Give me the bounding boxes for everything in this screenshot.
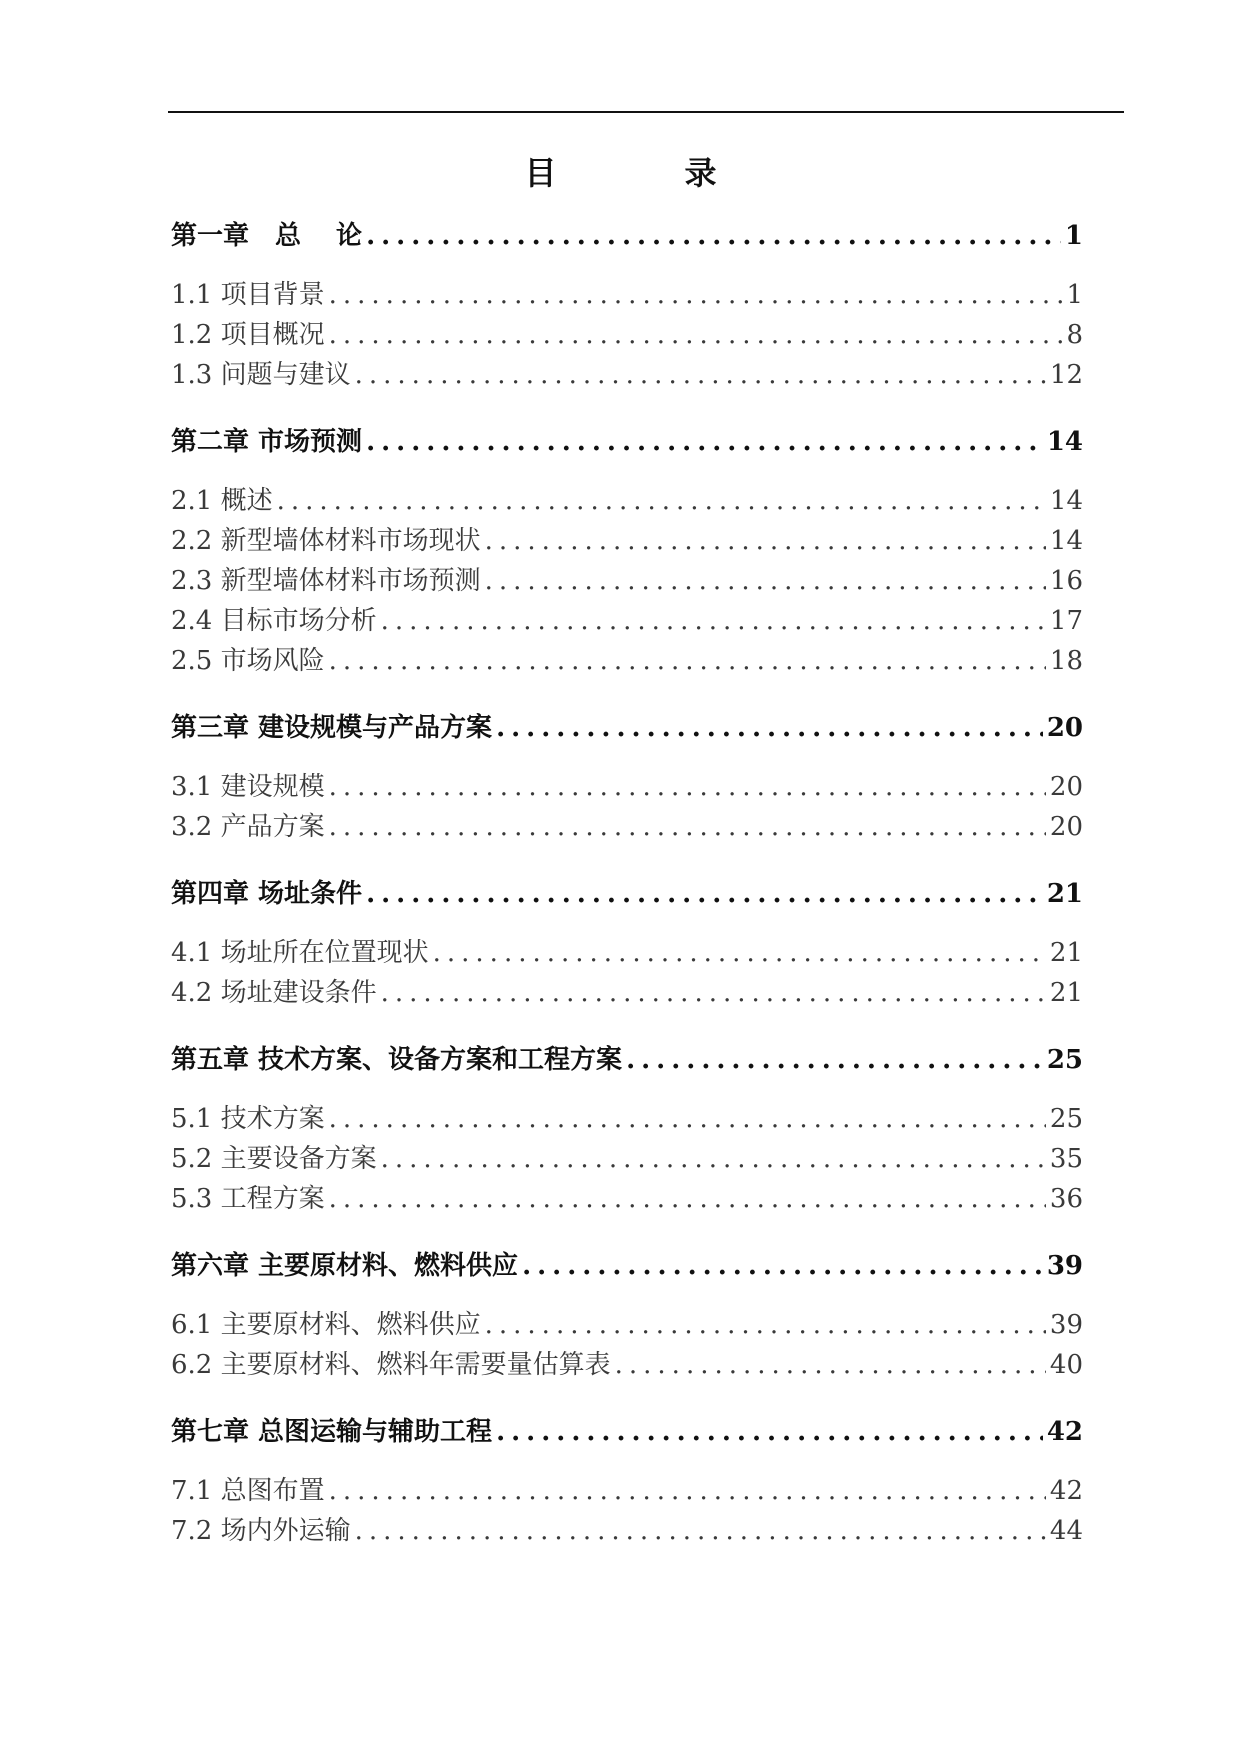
- toc-leader-dots: [329, 768, 1046, 806]
- toc-chapter-5[interactable]: [171, 1040, 1083, 1080]
- toc-section-1-1[interactable]: [171, 276, 1083, 314]
- toc-entry-page: 8: [1066, 320, 1083, 350]
- toc-section-6-2[interactable]: [171, 1346, 1083, 1384]
- toc-entry-label: 第四章 场址条件: [171, 879, 363, 909]
- toc-entry-page: 42: [1049, 1476, 1083, 1506]
- toc-section-2-1[interactable]: [171, 482, 1083, 520]
- toc-leader-dots: [485, 562, 1046, 600]
- toc-section-2-2[interactable]: [171, 522, 1083, 560]
- toc-entry-page: 18: [1049, 646, 1083, 676]
- toc-section-3-1[interactable]: [171, 768, 1083, 806]
- toc-leader-dots: [381, 974, 1046, 1012]
- toc-entry-page: 16: [1049, 566, 1083, 596]
- toc-chapter-7[interactable]: [171, 1412, 1083, 1452]
- toc-section-4-2[interactable]: [171, 974, 1083, 1012]
- toc-entry-label: 第一章 总 论: [171, 221, 363, 251]
- toc-entry-page: 1: [1064, 221, 1083, 251]
- toc-entry-label: 1.2 项目概况: [171, 320, 325, 350]
- toc-entry-page: 39: [1049, 1310, 1083, 1340]
- toc-chapter-2[interactable]: [171, 422, 1083, 462]
- toc-leader-dots: [496, 1412, 1043, 1452]
- toc-leader-dots: [366, 422, 1043, 462]
- toc-leader-dots: [329, 1100, 1046, 1138]
- toc-section-5-2[interactable]: [171, 1140, 1083, 1178]
- toc-leader-dots: [433, 934, 1046, 972]
- toc-section-7-2[interactable]: [171, 1512, 1083, 1550]
- toc-entry-label: 第七章 总图运输与辅助工程: [171, 1417, 493, 1447]
- toc-section-1-2[interactable]: [171, 316, 1083, 354]
- toc-leader-dots: [355, 1512, 1046, 1550]
- toc-section-1-3[interactable]: [171, 356, 1083, 394]
- toc-entry-label: 4.1 场址所在位置现状: [171, 938, 429, 968]
- toc-entry-page: 21: [1049, 978, 1083, 1008]
- toc-entry-label: 3.1 建设规模: [171, 772, 325, 802]
- toc-chapter-1[interactable]: [171, 216, 1083, 256]
- toc-entry-page: 21: [1046, 879, 1083, 909]
- toc-leader-dots: [522, 1246, 1043, 1286]
- toc-section-7-1[interactable]: [171, 1472, 1083, 1510]
- toc-entry-label: 2.4 目标市场分析: [171, 606, 377, 636]
- toc-entry-label: 5.2 主要设备方案: [171, 1144, 377, 1174]
- toc-section-5-3[interactable]: [171, 1180, 1083, 1218]
- toc-entry-label: 6.1 主要原材料、燃料供应: [171, 1310, 481, 1340]
- toc-entry-page: 36: [1049, 1184, 1083, 1214]
- toc-section-5-1[interactable]: [171, 1100, 1083, 1138]
- toc-list: [171, 0, 1083, 1754]
- toc-entry-label: 2.2 新型墙体材料市场现状: [171, 526, 481, 556]
- toc-leader-dots: [626, 1040, 1043, 1080]
- toc-leader-dots: [366, 874, 1043, 914]
- toc-entry-page: 20: [1046, 713, 1083, 743]
- toc-entry-page: 20: [1049, 772, 1083, 802]
- toc-section-2-5[interactable]: [171, 642, 1083, 680]
- toc-entry-label: 4.2 场址建设条件: [171, 978, 377, 1008]
- toc-leader-dots: [381, 1140, 1046, 1178]
- toc-entry-page: 44: [1049, 1516, 1083, 1546]
- toc-entry-page: 1: [1066, 280, 1083, 310]
- toc-entry-label: 7.2 场内外运输: [171, 1516, 351, 1546]
- toc-entry-label: 第六章 主要原材料、燃料供应: [171, 1251, 519, 1281]
- toc-entry-label: 2.3 新型墙体材料市场预测: [171, 566, 481, 596]
- toc-entry-page: 14: [1049, 486, 1083, 516]
- toc-entry-label: 3.2 产品方案: [171, 812, 325, 842]
- toc-leader-dots: [496, 708, 1043, 748]
- toc-entry-label: 5.1 技术方案: [171, 1104, 325, 1134]
- toc-leader-dots: [329, 276, 1063, 314]
- toc-section-2-4[interactable]: [171, 602, 1083, 640]
- toc-leader-dots: [329, 1472, 1046, 1510]
- toc-leader-dots: [381, 602, 1046, 640]
- toc-leader-dots: [485, 1306, 1046, 1344]
- toc-entry-page: 21: [1049, 938, 1083, 968]
- toc-entry-label: 6.2 主要原材料、燃料年需要量估算表: [171, 1350, 611, 1380]
- toc-chapter-3[interactable]: [171, 708, 1083, 748]
- toc-entry-label: 第五章 技术方案、设备方案和工程方案: [171, 1045, 623, 1075]
- toc-entry-label: 第三章 建设规模与产品方案: [171, 713, 493, 743]
- toc-entry-page: 40: [1049, 1350, 1083, 1380]
- toc-entry-page: 25: [1049, 1104, 1083, 1134]
- toc-chapter-4[interactable]: [171, 874, 1083, 914]
- toc-entry-label: 第二章 市场预测: [171, 427, 363, 457]
- toc-entry-page: 42: [1046, 1417, 1083, 1447]
- toc-entry-label: 1.3 问题与建议: [171, 360, 351, 390]
- toc-entry-page: 39: [1046, 1251, 1083, 1281]
- toc-section-6-1[interactable]: [171, 1306, 1083, 1344]
- toc-entry-page: 12: [1049, 360, 1083, 390]
- toc-section-2-3[interactable]: [171, 562, 1083, 600]
- toc-leader-dots: [277, 482, 1046, 520]
- page-title: 目 录: [524, 154, 765, 192]
- toc-entry-page: 25: [1046, 1045, 1083, 1075]
- toc-leader-dots: [366, 216, 1061, 256]
- toc-leader-dots: [329, 1180, 1046, 1218]
- toc-entry-label: 2.1 概述: [171, 486, 273, 516]
- toc-leader-dots: [615, 1346, 1046, 1384]
- toc-leader-dots: [329, 808, 1046, 846]
- toc-leader-dots: [485, 522, 1046, 560]
- toc-chapter-6[interactable]: [171, 1246, 1083, 1286]
- toc-leader-dots: [329, 642, 1046, 680]
- toc-entry-page: 17: [1049, 606, 1083, 636]
- toc-entry-page: 20: [1049, 812, 1083, 842]
- toc-leader-dots: [355, 356, 1046, 394]
- toc-section-4-1[interactable]: [171, 934, 1083, 972]
- toc-entry-page: 35: [1049, 1144, 1083, 1174]
- toc-entry-page: 14: [1046, 427, 1083, 457]
- toc-entry-label: 2.5 市场风险: [171, 646, 325, 676]
- toc-entry-label: 1.1 项目背景: [171, 280, 325, 310]
- toc-entry-label: 7.1 总图布置: [171, 1476, 325, 1506]
- toc-section-3-2[interactable]: [171, 808, 1083, 846]
- toc-leader-dots: [329, 316, 1063, 354]
- toc-entry-label: 5.3 工程方案: [171, 1184, 325, 1214]
- toc-entry-page: 14: [1049, 526, 1083, 556]
